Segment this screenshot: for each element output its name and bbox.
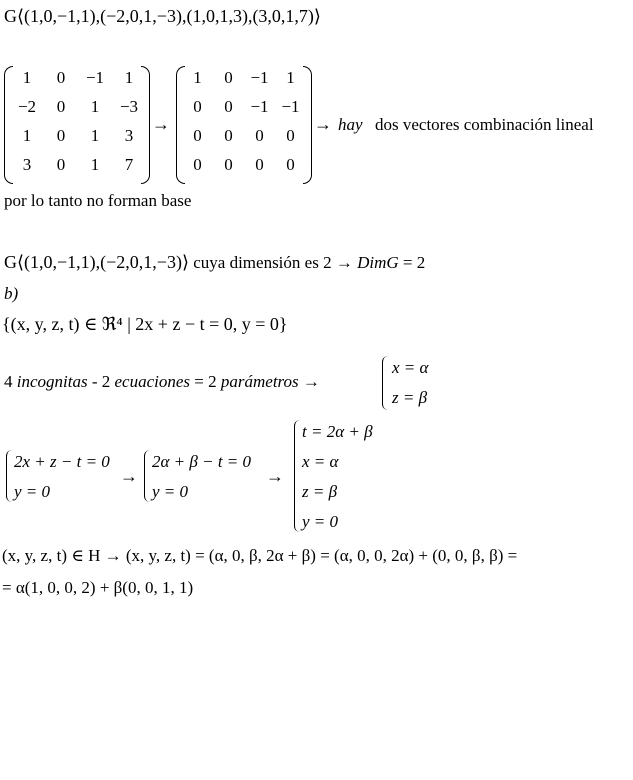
matrix-cell: −2	[17, 97, 37, 116]
dimension-text: cuya dimensión es 2 →	[193, 253, 358, 272]
matrix-cell: 0	[56, 97, 66, 116]
system3-eq-1: t = 2α + β	[302, 422, 373, 441]
final-line-2: = α(1, 0, 0, 2) + β(0, 0, 1, 1)	[2, 578, 194, 597]
conclusion-line-1: dos vectores combinación lineal	[375, 115, 594, 134]
system3-eq-3: z = β	[302, 482, 338, 501]
system2-eq-1: 2α + β − t = 0	[152, 452, 252, 471]
system2-eq-2: y = 0	[152, 482, 189, 501]
matrix-cell: −3	[119, 97, 139, 116]
brace	[144, 450, 151, 502]
matrix-cell: −1	[85, 68, 105, 87]
matrix-cell: 7	[124, 155, 134, 174]
params-b: incognitas	[16, 372, 88, 391]
dimension-value: = 2	[398, 253, 426, 272]
matrix-cell: 0	[224, 155, 233, 174]
brace	[294, 420, 301, 532]
matrix-cell: 0	[193, 97, 202, 116]
matrix-cell: 0	[286, 155, 295, 174]
matrix-original	[4, 66, 150, 184]
matrix-cell: 0	[56, 155, 66, 174]
param-eq-2: z = β	[392, 388, 428, 407]
params-d: ecuaciones	[114, 372, 191, 391]
matrix-cell: 0	[224, 126, 233, 145]
dimension-line	[4, 252, 425, 273]
vector-set-g: G⟨(1,0,−1,1),(−2,0,1,−3),(1,0,1,3),(3,0,1,7)⟩	[4, 6, 321, 26]
parameters-line	[4, 372, 320, 392]
system3-eq-2: x = α	[302, 452, 339, 471]
matrix-cell: 0	[255, 155, 264, 174]
params-a: 4	[4, 372, 17, 391]
final-line-1: (x, y, z, t) ∈ H → (x, y, z, t) = (α, 0, β, 2α + β) = (α, 0, 0, 2α) + (0, 0, β, β) =	[2, 546, 518, 565]
system1-eq-1: 2x + z − t = 0	[14, 452, 110, 471]
system1-eq-2: y = 0	[14, 482, 51, 501]
matrix-cell: 0	[224, 97, 233, 116]
part-b-label: b)	[4, 284, 19, 303]
param-eq-1: x = α	[392, 358, 429, 377]
matrix-cell: 1	[90, 155, 100, 174]
params-g: →	[298, 372, 320, 391]
matrix-cell: 1	[90, 97, 100, 116]
matrix-cell: 1	[22, 68, 32, 87]
brace	[6, 450, 13, 502]
params-c: - 2	[87, 372, 115, 391]
hay-word: hay	[338, 115, 363, 134]
matrix-cell: 1	[90, 126, 100, 145]
matrix-cell: −1	[250, 97, 269, 116]
dimension-symbol: DimG	[357, 253, 399, 272]
matrix-reduced	[176, 66, 312, 184]
matrix-cell: −1	[281, 97, 300, 116]
matrix-cell: 1	[22, 126, 32, 145]
matrix-cell: 1	[124, 68, 134, 87]
matrix-cell: 3	[124, 126, 134, 145]
matrix-cell: 1	[193, 68, 202, 87]
system3-eq-4: y = 0	[302, 512, 339, 531]
arrow-1: →	[152, 114, 170, 134]
matrix-cell: 0	[255, 126, 264, 145]
matrix-cell: 0	[193, 155, 202, 174]
matrix-cell: 0	[56, 126, 66, 145]
params-f: parámetros	[220, 372, 299, 391]
matrix-cell: 0	[56, 68, 66, 87]
set-definition: {(x, y, z, t) ∈ ℜ⁴ | 2x + z − t = 0, y = 0}	[2, 314, 288, 334]
vector-set-g2: G⟨(1,0,−1,1),(−2,0,1,−3)⟩	[4, 252, 189, 272]
arrow-2: →	[314, 114, 332, 134]
arrow-3: →	[120, 466, 138, 486]
arrow-4: →	[266, 466, 284, 486]
matrix-cell: 0	[286, 126, 295, 145]
matrix-cell: 0	[193, 126, 202, 145]
matrix-cell: 0	[224, 68, 233, 87]
matrix-cell: 3	[22, 155, 32, 174]
matrix-cell: 1	[286, 68, 295, 87]
brace	[382, 356, 389, 410]
conclusion-line-2: por lo tanto no forman base	[4, 191, 192, 210]
matrix-cell: −1	[250, 68, 269, 87]
params-e: = 2	[190, 372, 221, 391]
